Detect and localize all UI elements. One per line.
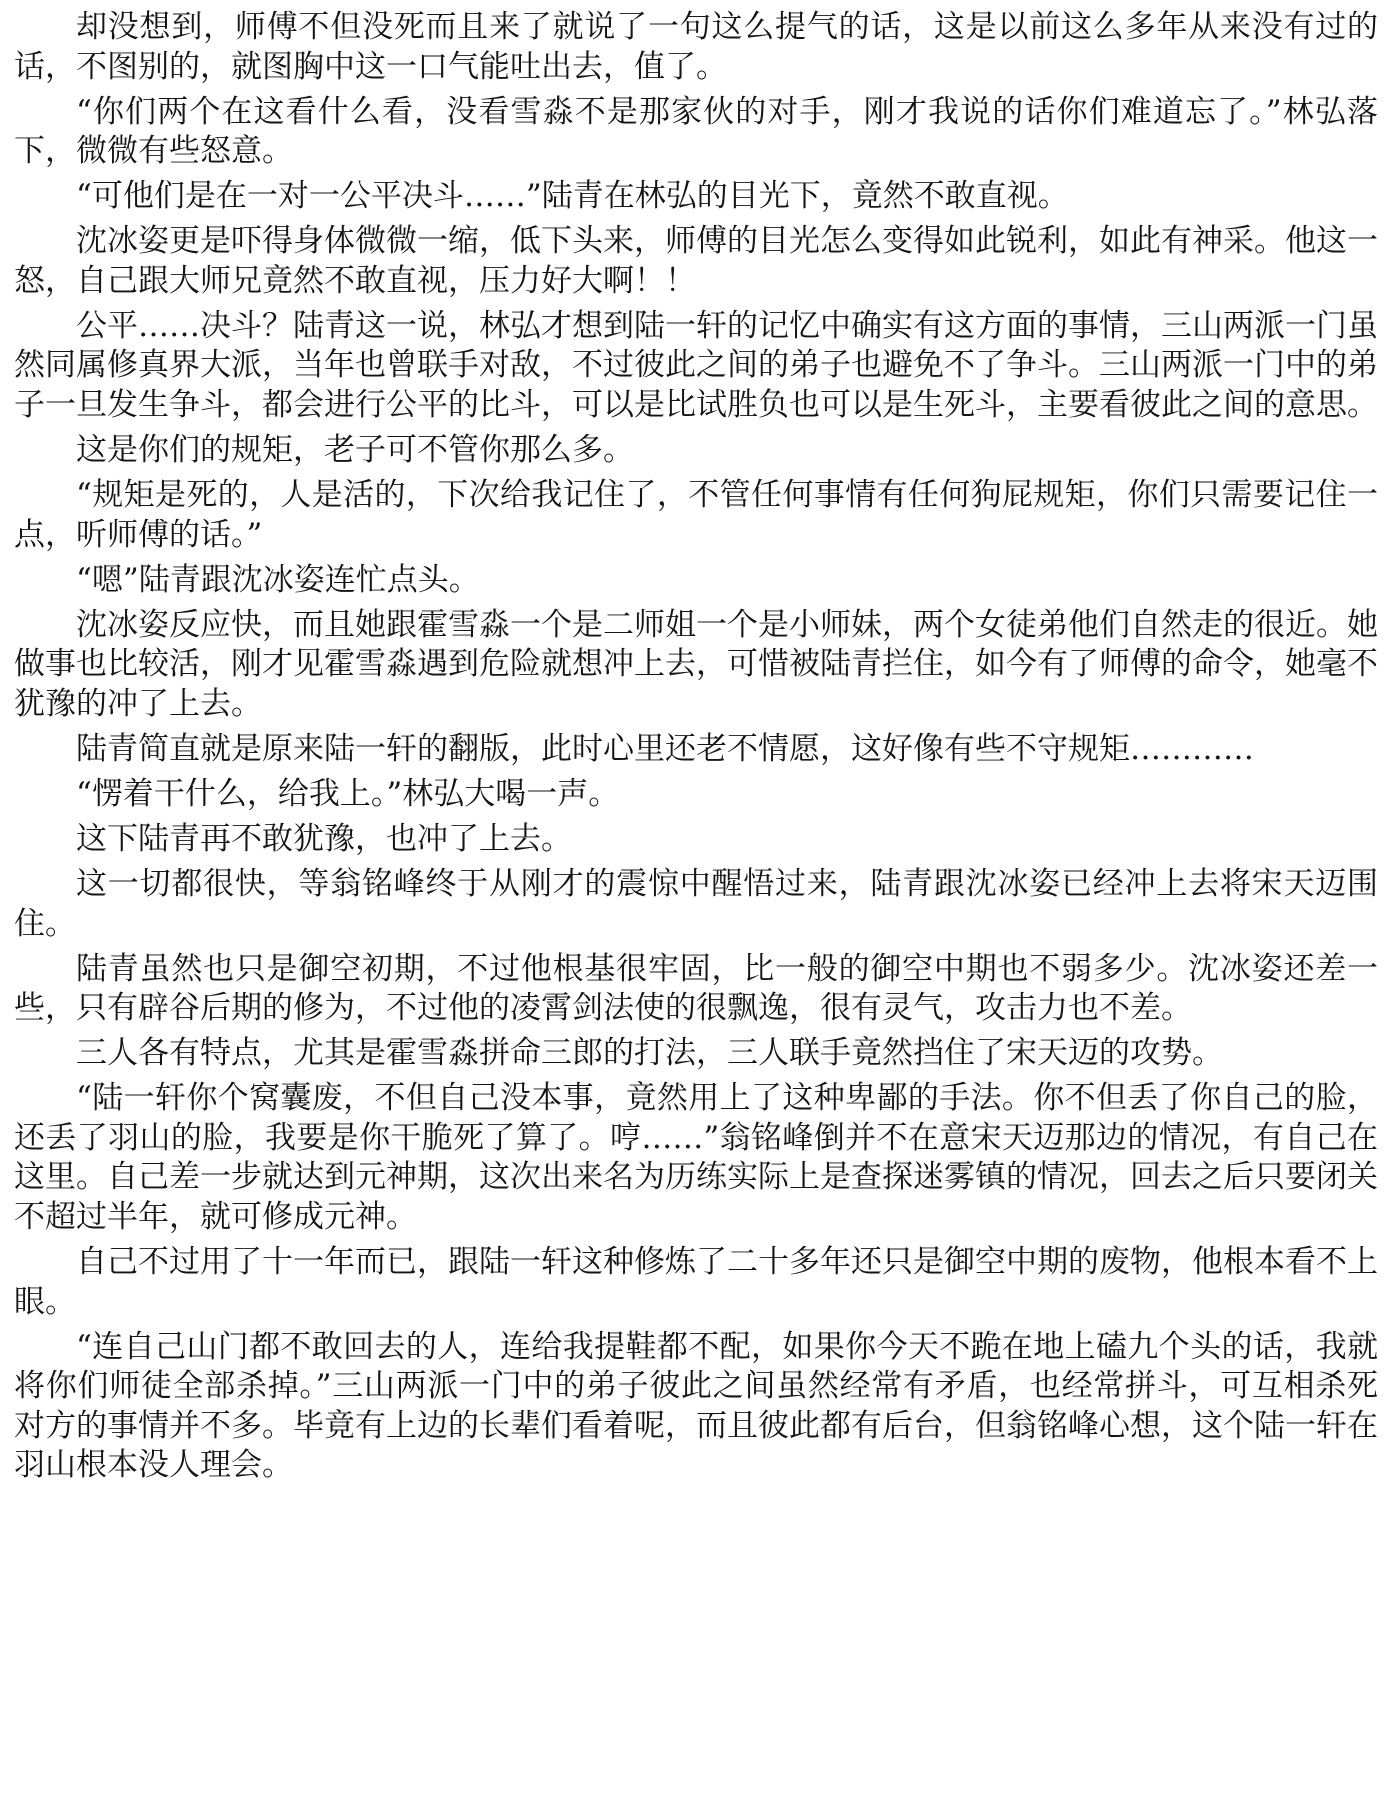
paragraph: 陆青虽然也只是御空初期，不过他根基很牢固，比一般的御空中期也不弱多少。沈冰姿还差一些，只有辟谷后期的修为，不过他的凌霄剑法使的很飘逸，很有灵气，攻击力也不差。 [14,950,1378,1027]
paragraph: 陆青简直就是原来陆一轩的翻版，此时心里还老不情愿，这好像有些不守规矩………… [76,730,1254,767]
paragraph: “嗯”陆青跟沈冰姿连忙点头。 [76,561,480,598]
paragraph: “可他们是在一对一公平决斗……”陆青在林弘的目光下，竟然不敢直视。 [76,178,1069,215]
paragraph: 沈冰姿更是吓得身体微微一缩，低下头来，师傅的目光怎么变得如此锐利，如此有神采。他这一怒，自己跟大师兄竟然不敢直视，压力好大啊！！ [14,223,1378,299]
paragraph: 三人各有特点，尤其是霍雪淼拼命三郎的打法，三人联手竟然挡住了宋天迈的攻势。 [76,1035,1223,1072]
paragraph: “规矩是死的，人是活的，下次给我记住了，不管任何事情有任何狗屁规矩，你们只需要记住一点，听师傅的话。” [14,477,1378,553]
paragraph: 公平……决斗？陆青这一说，林弘才想到陆一轩的记忆中确实有这方面的事情，三山两派一门虽然同属修真界大派，当年也曾联手对敌，不过彼此之间的弟子也避免不了争斗。三山两派一门中的弟子一旦发生争斗，都会进行公平的比斗，可以是比试胜负也可以是生死斗，主要看彼此之间的意思。 [14,307,1378,423]
paragraph: 这下陆青再不敢犹豫，也冲了上去。 [76,821,572,858]
paragraph: 却没想到，师傅不但没死而且来了就说了一句这么提气的话，这是以前这么多年从来没有过的话，不图别的，就图胸中这一口气能吐出去，值了。 [14,9,1378,85]
paragraph: “你们两个在这看什么看，没看雪淼不是那家伙的对手，刚才我说的话你们难道忘了。”林弘落下，微微有些怒意。 [14,93,1378,170]
paragraph: “陆一轩你个窝囊废，不但自己没本事，竟然用上了这种卑鄙的手法。你不但丢了你自己的脸，还丢了羽山的脸，我要是你干脆死了算了。哼……”翁铭峰倒并不在意宋天迈那边的情况，有自己在这里。自己差一步就达到元神期，这次出来名为历练实际上是查探迷雾镇的情况，回去之后只要闭关不超过半年，就可修成元神。 [14,1080,1378,1235]
paragraph: 这一切都很快，等翁铭峰终于从刚才的震惊中醒悟过来，陆青跟沈冰姿已经冲上去将宋天迈围住。 [14,866,1378,942]
paragraph: 沈冰姿反应快，而且她跟霍雪淼一个是二师姐一个是小师妹，两个女徒弟他们自然走的很近。她做事也比较活，刚才见霍雪淼遇到危险就想冲上去，可惜被陆青拦住，如今有了师傅的命令，她毫不犹豫的冲了上去。 [14,606,1378,722]
paragraph: “愣着干什么，给我上。”林弘大喝一声。 [76,775,620,812]
paragraph: 自己不过用了十一年而已，跟陆一轩这种修炼了二十多年还只是御空中期的废物，他根本看不上眼。 [14,1244,1378,1320]
paragraph: 这是你们的规矩，老子可不管你那么多。 [76,431,634,468]
document-page [14,8,1378,1491]
paragraph: “连自己山门都不敢回去的人，连给我提鞋都不配，如果你今天不跪在地上磕九个头的话，我就将你们师徒全部杀掉。”三山两派一门中的弟子彼此之间虽然经常有矛盾，也经常拼斗，可互相杀死对方的事情并不多。毕竟有上边的长辈们看着呢，而且彼此都有后台，但翁铭峰心想，这个陆一轩在羽山根本没人理会。 [14,1328,1378,1484]
